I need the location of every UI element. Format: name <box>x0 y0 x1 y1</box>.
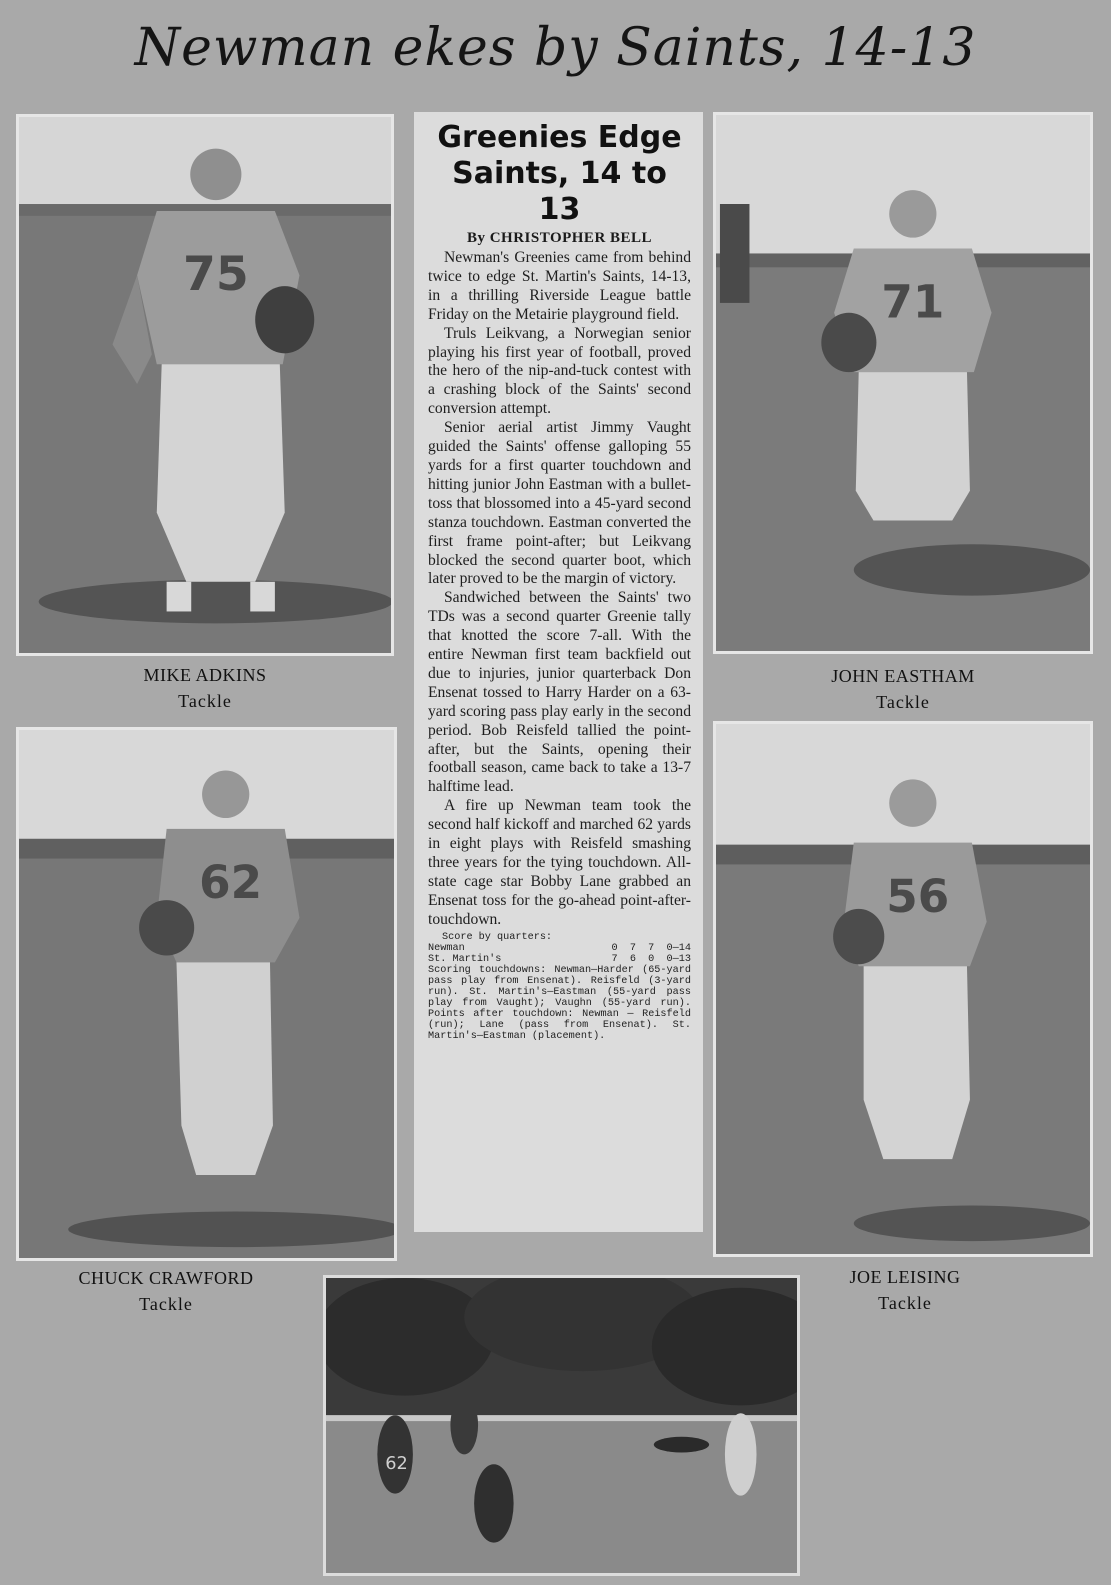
player-position: Tackle <box>139 1294 193 1314</box>
player-figure <box>19 117 391 653</box>
game-action-photo <box>323 1275 800 1576</box>
article-paragraph: Senior aerial artist Jimmy Vaught guided the Saints' offense galloping 55 yards for a first quarter touchdown and hitting junior John Eastman with a bullet-toss that blossomed into a 45-yard second stanza touchdown. Eastman converted the first frame point-after; but Leikvang blocked the second quarter boot, which later proved to be the margin of victory. <box>428 419 691 588</box>
article-paragraph: Sandwiched between the Saints' two TDs was a second quarter Greenie tally that knotted the score 7-all. With the entire Newman first team backfield out due to injuries, junior quarterback Don Ensenat tossed to Harry Harder on a 63-yard scoring pass play early in the second period. Bob Reisfeld tallied the point-after, but the Saints, opening their football season, came back to take a 13-7 halftime lead. <box>428 589 691 796</box>
score-total: 13 <box>678 953 691 965</box>
scoring-summary: Scoring touchdowns: Newman—Harder (65-yard pass play from Ensenat). Reisfeld (3-yard run). St. Martin's—Eastman (55-yard pass play from Vaught); Vaughn (55-yard run). Points after touchdown: Newman — Reisfeld (run); Lane (pass from Ensenat). St. Martin's—Eastman (placement). <box>428 964 691 1042</box>
score-box <box>428 932 691 1042</box>
player-photo-leising <box>713 721 1093 1257</box>
caption-adkins <box>16 662 394 714</box>
byline: By CHRISTOPHER BELL <box>466 230 653 246</box>
player-name: MIKE ADKINS <box>143 665 267 685</box>
score-quarters: 0 7 7 0 <box>611 942 673 954</box>
player-name: JOE LEISING <box>849 1267 961 1287</box>
caption-crawford <box>16 1265 316 1317</box>
score-team: St. Martin's <box>428 953 502 965</box>
score-row: St. Martin's 7 6 0 0—13 <box>428 953 691 965</box>
score-row: Newman 0 7 7 0—14 <box>428 942 691 954</box>
jersey-number: 62 <box>385 1454 408 1475</box>
caption-eastham <box>713 663 1093 715</box>
jersey-number: 56 <box>886 869 950 923</box>
player-name: CHUCK CRAWFORD <box>78 1268 254 1288</box>
player-photo-crawford <box>16 727 397 1261</box>
article-paragraph: Newman's Greenies came from behind twice to edge St. Martin's Saints, 14-13, in a thrilling Riverside League battle Friday on the Metairie playground field. <box>428 249 691 323</box>
player-name: JOHN EASTHAM <box>831 666 975 686</box>
player-position: Tackle <box>178 691 232 711</box>
player-photo-adkins <box>16 114 394 656</box>
page-headline: Newman ekes by Saints, 14-13 <box>134 18 977 78</box>
jersey-number: 75 <box>182 246 249 303</box>
action-scene <box>326 1278 797 1573</box>
newspaper-clipping <box>414 112 703 1232</box>
score-total: 14 <box>678 942 691 954</box>
score-team: Newman <box>428 942 465 954</box>
player-photo-eastham <box>713 112 1093 654</box>
player-figure <box>716 115 1090 651</box>
clipping-headline <box>428 120 691 228</box>
clipping-headline-line1: Greenies Edge <box>437 120 682 155</box>
score-quarters: 7 6 0 0 <box>611 953 673 965</box>
score-header: Score by quarters: <box>442 931 553 943</box>
player-position: Tackle <box>878 1293 932 1313</box>
player-figure <box>716 724 1090 1254</box>
caption-leising <box>755 1264 1055 1316</box>
player-figure <box>19 730 394 1258</box>
jersey-number: 71 <box>881 275 945 329</box>
player-position: Tackle <box>876 692 930 712</box>
jersey-number: 62 <box>199 855 263 910</box>
clipping-headline-line2: Saints, 14 to 13 <box>452 156 667 227</box>
article-paragraph: Truls Leikvang, a Norwegian senior playing his first year of football, proved the hero of the nip-and-tuck contest with a crashing block of the Saints' second conversion attempt. <box>428 324 691 418</box>
article-paragraph: A fire up Newman team took the second half kickoff and marched 62 yards in eight plays with Reisfeld smashing three years for the tying touchdown. All-state cage star Bobby Lane grabbed an Ensenat toss for the go-ahead point-after-touchdown. <box>428 797 691 928</box>
